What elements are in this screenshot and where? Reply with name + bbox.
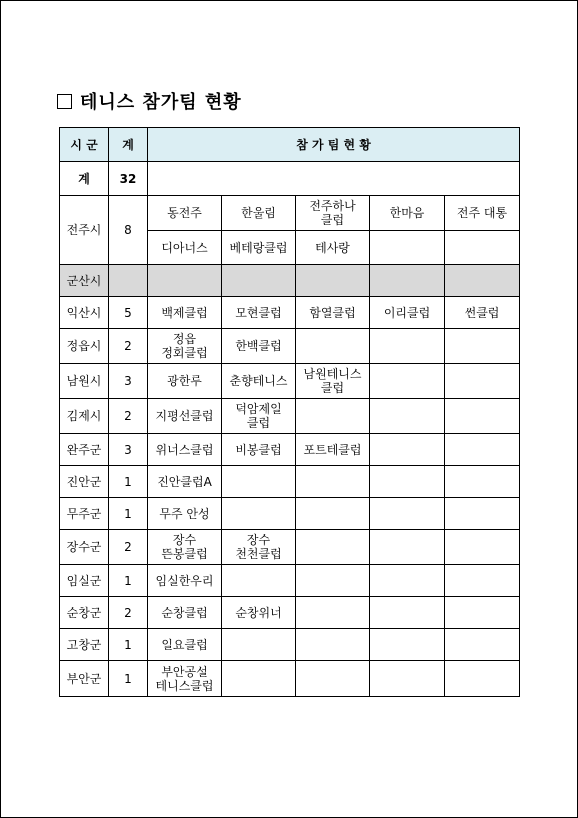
region-name: 정읍시 (60, 329, 109, 364)
table-row (60, 498, 520, 530)
club-cell: 일요클럽 (148, 629, 222, 661)
table-row (60, 565, 520, 597)
club-cell (445, 565, 520, 597)
region-name: 전주시 (60, 196, 109, 265)
total-label: 계 (60, 162, 109, 196)
club-cell (222, 565, 296, 597)
club-cell (296, 466, 370, 498)
club-cell: 덕암제일 클럽 (222, 399, 296, 434)
table-row (60, 466, 520, 498)
club-cell (296, 498, 370, 530)
club-cell: 썬클럽 (445, 297, 520, 329)
title-text: 테니스 참가팀 현황 (80, 92, 242, 113)
club-cell: 백제클럽 (148, 297, 222, 329)
club-cell (445, 629, 520, 661)
club-cell (222, 498, 296, 530)
club-cell: 지평선클럽 (148, 399, 222, 434)
club-cell (222, 661, 296, 697)
region-name: 무주군 (60, 498, 109, 530)
club-cell: 베테랑클럽 (222, 231, 296, 265)
club-cell: 테사랑 (296, 231, 370, 265)
club-cell: 함열클럽 (296, 297, 370, 329)
document-title (57, 88, 242, 114)
club-cell (370, 565, 445, 597)
club-cell (445, 466, 520, 498)
club-cell (296, 329, 370, 364)
tennis-teams-table (59, 127, 520, 697)
club-cell (370, 399, 445, 434)
club-cell (370, 530, 445, 565)
club-cell (370, 265, 445, 297)
club-cell: 순창위너 (222, 597, 296, 629)
club-cell: 위너스클럽 (148, 434, 222, 466)
region-count: 2 (109, 597, 148, 629)
club-cell: 춘향테니스 (222, 364, 296, 399)
club-cell (370, 629, 445, 661)
club-cell (445, 530, 520, 565)
club-cell: 부안공설 테니스클럽 (148, 661, 222, 697)
club-cell: 장수 천천클럽 (222, 530, 296, 565)
region-count: 1 (109, 466, 148, 498)
region-count: 2 (109, 329, 148, 364)
club-cell (296, 661, 370, 697)
club-cell (370, 329, 445, 364)
club-cell (370, 434, 445, 466)
region-count: 1 (109, 565, 148, 597)
table-row (60, 364, 520, 399)
club-cell (222, 629, 296, 661)
table-row (60, 597, 520, 629)
club-cell (445, 329, 520, 364)
club-cell (445, 434, 520, 466)
club-cell: 정읍 정회클럽 (148, 329, 222, 364)
table-row (60, 297, 520, 329)
club-cell (296, 399, 370, 434)
header-region: 시 군 (60, 128, 109, 162)
table-row (60, 196, 520, 231)
club-cell: 남원테니스 클럽 (296, 364, 370, 399)
club-cell (296, 629, 370, 661)
region-name: 익산시 (60, 297, 109, 329)
club-cell: 임실한우리 (148, 565, 222, 597)
region-name: 남원시 (60, 364, 109, 399)
club-cell (445, 597, 520, 629)
region-name: 순창군 (60, 597, 109, 629)
region-name: 장수군 (60, 530, 109, 565)
club-cell: 무주 안성 (148, 498, 222, 530)
region-count: 1 (109, 629, 148, 661)
region-name: 부안군 (60, 661, 109, 697)
region-count: 2 (109, 399, 148, 434)
club-cell (370, 364, 445, 399)
table-row (60, 434, 520, 466)
header-teams: 참 가 팀 현 황 (148, 128, 520, 162)
total-count: 32 (109, 162, 148, 196)
region-name: 군산시 (60, 265, 109, 297)
club-cell (296, 265, 370, 297)
region-name: 김제시 (60, 399, 109, 434)
club-cell (296, 530, 370, 565)
region-name: 고창군 (60, 629, 109, 661)
club-cell (370, 498, 445, 530)
table-row (60, 530, 520, 565)
total-empty (148, 162, 520, 196)
club-cell (296, 565, 370, 597)
club-cell: 한백클럽 (222, 329, 296, 364)
region-count: 2 (109, 530, 148, 565)
club-cell (445, 399, 520, 434)
club-cell: 동전주 (148, 196, 222, 231)
club-cell (370, 231, 445, 265)
region-count: 1 (109, 661, 148, 697)
club-cell: 이리클럽 (370, 297, 445, 329)
club-cell (148, 265, 222, 297)
region-name: 완주군 (60, 434, 109, 466)
club-cell (222, 466, 296, 498)
region-count: 1 (109, 498, 148, 530)
region-count: 8 (109, 196, 148, 265)
club-cell: 모현클럽 (222, 297, 296, 329)
club-cell: 진안클럽A (148, 466, 222, 498)
club-cell (445, 231, 520, 265)
club-cell: 장수 뜬봉클럽 (148, 530, 222, 565)
club-cell (445, 661, 520, 697)
club-cell (296, 597, 370, 629)
club-cell: 디아너스 (148, 231, 222, 265)
club-cell (370, 466, 445, 498)
club-cell: 한울림 (222, 196, 296, 231)
club-cell (370, 661, 445, 697)
table-row (60, 265, 520, 297)
table-row (60, 399, 520, 434)
club-cell: 비봉클럽 (222, 434, 296, 466)
region-count (109, 265, 148, 297)
header-row (60, 128, 520, 162)
header-count: 계 (109, 128, 148, 162)
club-cell (445, 364, 520, 399)
club-cell: 전주하나 클럽 (296, 196, 370, 231)
region-count: 3 (109, 434, 148, 466)
table-row (60, 629, 520, 661)
table-row (60, 329, 520, 364)
total-row (60, 162, 520, 196)
checkbox-square-icon (57, 94, 72, 109)
club-cell: 한마음 (370, 196, 445, 231)
club-cell (445, 265, 520, 297)
region-count: 3 (109, 364, 148, 399)
region-name: 진안군 (60, 466, 109, 498)
club-cell: 포트테클럽 (296, 434, 370, 466)
region-count: 5 (109, 297, 148, 329)
table-row (60, 661, 520, 697)
region-name: 임실군 (60, 565, 109, 597)
club-cell (222, 265, 296, 297)
club-cell (370, 597, 445, 629)
club-cell: 광한루 (148, 364, 222, 399)
club-cell (445, 498, 520, 530)
club-cell: 순창클럽 (148, 597, 222, 629)
club-cell: 전주 대통 (445, 196, 520, 231)
